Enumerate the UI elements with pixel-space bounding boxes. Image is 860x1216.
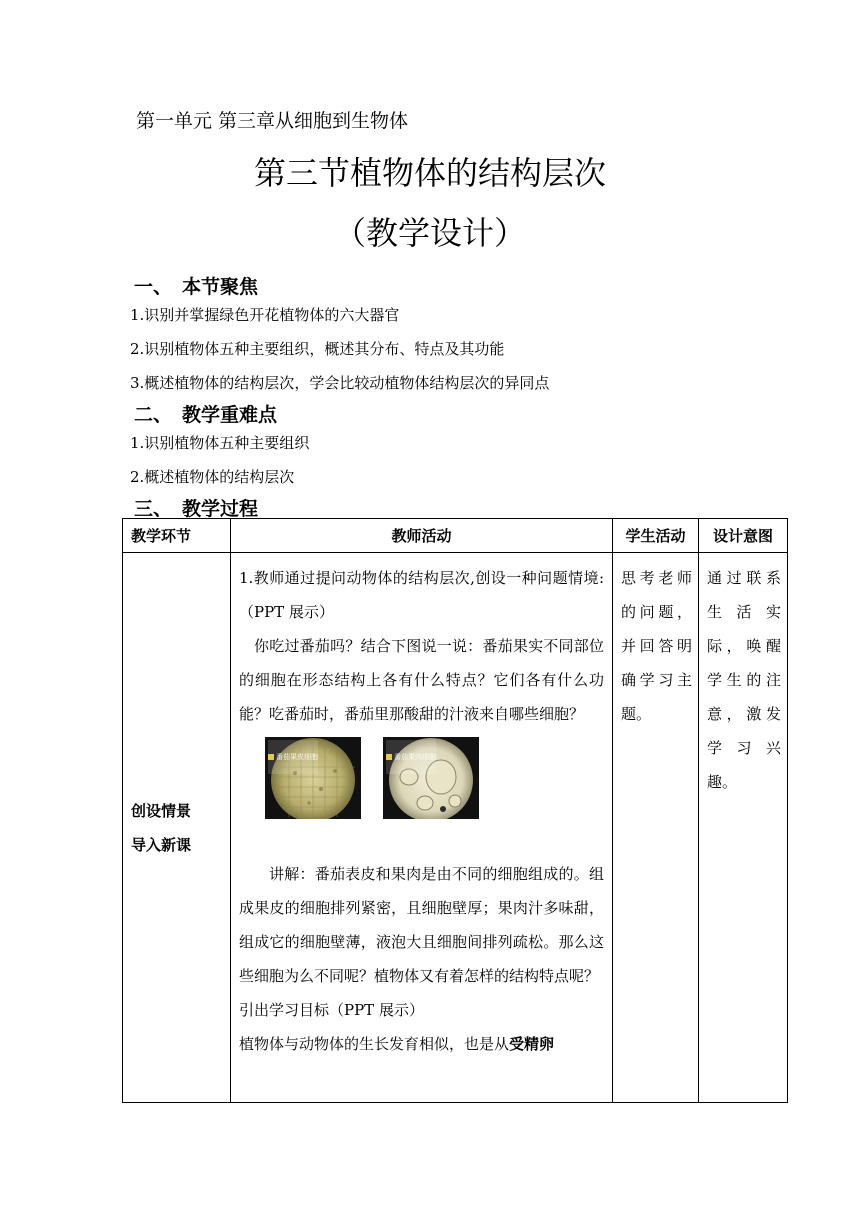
table-row: [123, 553, 788, 1103]
key-point-item: 1.识别植物体五种主要组织: [130, 434, 310, 452]
teacher-paragraph: 你吃过番茄吗？结合下图说一说：番茄果实不同部位的细胞在形态结构上各有什么特点？它们各有什么功能？吃番茄时，番茄里那酸甜的汁液来自哪些细胞？: [239, 637, 604, 723]
header-design-intent: 设计意图: [699, 519, 788, 553]
tomato-pulp-cells-image: [383, 737, 479, 819]
section-heading-key-points: [134, 400, 277, 427]
section-number: 三、: [134, 498, 173, 520]
header-stage: 教学环节: [123, 519, 231, 553]
section-label: 本节聚焦: [182, 276, 259, 298]
section-heading-focus: [134, 272, 258, 299]
design-intent-cell: 通过联系生活实际，唤醒学生的注意，激发学习兴趣。: [699, 553, 788, 1103]
section-heading-process: [134, 494, 258, 521]
header-teacher-activity: 教师活动: [231, 519, 613, 553]
tomato-skin-cells-image: [265, 737, 361, 819]
microscope-images: [239, 737, 604, 837]
stage-label-line: 导入新课: [131, 835, 192, 854]
teacher-paragraph: 1.教师通过提问动物体的结构层次,创设一种问题情境:（PPT 展示）: [239, 569, 604, 621]
image-caption-tag: 番茄果皮细胞: [268, 740, 318, 774]
lesson-title: 第三节植物体的结构层次: [253, 154, 606, 192]
table-header-row: [123, 519, 788, 553]
header-student-activity: 学生活动: [613, 519, 699, 553]
unit-chapter-line: 第一单元 第三章从细胞到生物体: [136, 110, 409, 132]
teacher-text: 植物体与动物体的生长发育相似，也是从: [239, 1035, 510, 1053]
section-label: 教学重难点: [182, 404, 278, 426]
stage-label-line: 创设情景: [131, 801, 192, 820]
key-point-item: 2.概述植物体的结构层次: [130, 468, 295, 486]
lesson-subtitle: （教学设计）: [333, 214, 526, 252]
teacher-paragraph: 引出学习目标（PPT 展示）: [239, 1001, 424, 1019]
stage-cell: [123, 553, 231, 1103]
focus-item: 3.概述植物体的结构层次，学会比较动植物体结构层次的异同点: [130, 374, 550, 392]
teaching-process-table: [122, 518, 788, 1103]
teacher-paragraph: 讲解：番茄表皮和果肉是由不同的细胞组成的。组成果皮的细胞排列紧密，且细胞壁厚；果肉汁多味甜，组成它的细胞壁薄，液泡大且细胞间排列疏松。那么这些细胞为么不同呢？植物体又有着怎样的结构特点呢？: [239, 865, 604, 985]
teacher-paragraph: [239, 1027, 604, 1061]
focus-item: 2.识别植物体五种主要组织，概述其分布、特点及其功能: [130, 340, 505, 358]
student-activity-cell: 思考老师的问题，并回答明确学习主题。: [613, 553, 699, 1103]
section-label: 教学过程: [182, 498, 259, 520]
teacher-activity-cell: [231, 553, 613, 1103]
section-number: 一、: [134, 276, 173, 298]
section-number: 二、: [134, 404, 173, 426]
emphasis-text: 受精卵: [509, 1035, 555, 1053]
focus-item: 1.识别并掌握绿色开花植物体的六大器官: [130, 306, 400, 324]
image-caption-tag: 番茄果肉细胞: [386, 740, 436, 774]
